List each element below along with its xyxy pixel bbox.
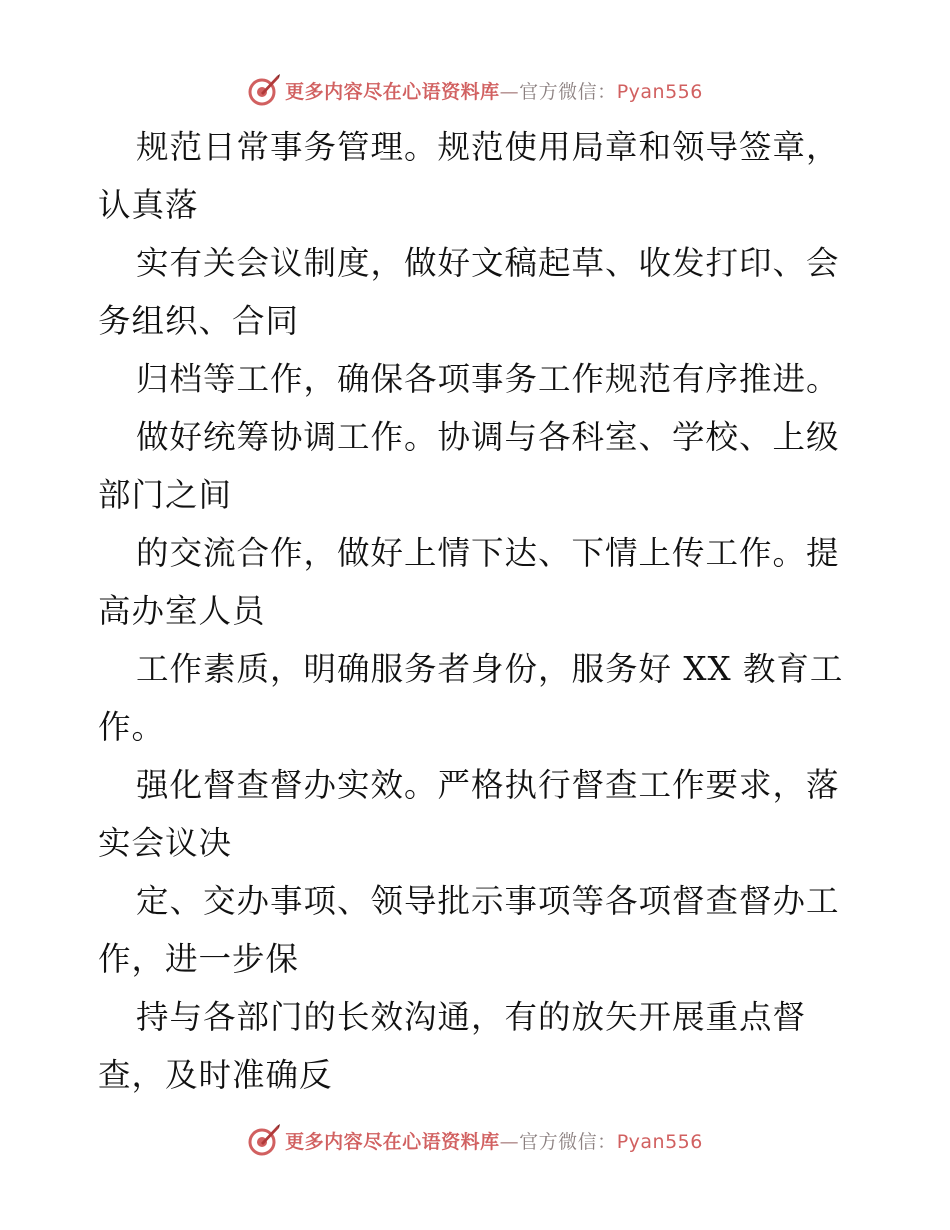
watermark-wechat-id: Pyan556 (616, 80, 703, 103)
paragraph-line: 定、交办事项、领导批示事项等各项督查督办工 (136, 882, 840, 920)
paragraph-line: 部门之间 (98, 476, 233, 514)
watermark-site-text: 更多内容尽在心语资料库 (285, 80, 500, 103)
quill-pen-logo-icon (247, 1123, 281, 1157)
header-watermark (0, 70, 950, 110)
paragraph-line: 归档等工作，确保各项事务工作规范有序推进。 (136, 360, 840, 398)
paragraph-line: 规范日常事务管理。规范使用局章和领导签章， (136, 128, 840, 166)
watermark-dash: — (499, 80, 520, 103)
watermark-dash: — (499, 1130, 520, 1153)
quill-pen-logo-icon (247, 73, 281, 107)
paragraph-line: 务组织、合同 (98, 302, 300, 340)
watermark-label: 官方微信： (519, 80, 617, 103)
paragraph-line: 做好统筹协调工作。协调与各科室、学校、上级 (136, 418, 840, 456)
watermark-site-text: 更多内容尽在心语资料库 (285, 1130, 500, 1153)
paragraph-line: 工作素质，明确服务者身份，服务好 XX 教育工 (136, 650, 844, 688)
paragraph-line: 作，进一步保 (98, 940, 300, 978)
paragraph-line: 高办室人员 (98, 592, 266, 630)
footer-watermark (0, 1120, 950, 1160)
paragraph-line: 认真落 (98, 186, 199, 224)
paragraph-line: 的交流合作，做好上情下达、下情上传工作。提 (136, 534, 840, 572)
paragraph-line: 作。 (98, 708, 166, 746)
paragraph-line: 强化督查督办实效。严格执行督查工作要求，落 (136, 766, 840, 804)
watermark-wechat-id: Pyan556 (616, 1130, 703, 1153)
paragraph-line: 持与各部门的长效沟通，有的放矢开展重点督 (136, 998, 807, 1036)
paragraph-line: 查，及时准确反 (98, 1056, 333, 1094)
paragraph-line: 实有关会议制度，做好文稿起草、收发打印、会 (136, 244, 840, 282)
document-body (98, 118, 858, 1104)
paragraph-line: 实会议决 (98, 824, 233, 862)
watermark-label: 官方微信： (519, 1130, 617, 1153)
